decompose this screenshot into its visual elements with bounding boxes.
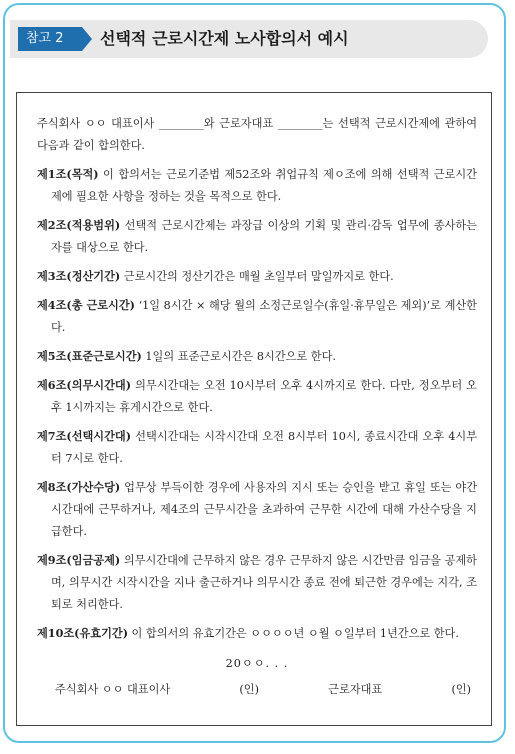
article-heading: 제4조(총 근로시간) <box>37 298 135 312</box>
article-5 <box>37 345 477 368</box>
article-heading: 제1조(목적) <box>37 167 99 181</box>
article-heading: 제6조(의무시간대) <box>37 378 132 392</box>
employer-signature-label: 주식회사 ㅇㅇ 대표이사 <box>55 683 171 696</box>
article-text: ‘1일 8시간 × 해당 월의 소정근로일수(휴일·휴무일은 제외)’로 계산한다. <box>51 299 477 334</box>
article-text: 1일의 표준근로시간은 8시간으로 한다. <box>141 350 336 363</box>
article-heading: 제5조(표준근로시간) <box>37 349 142 363</box>
article-heading: 제8조(가산수당) <box>37 480 121 494</box>
article-text: 근로시간의 정산기간은 매월 초일부터 말일까지로 한다. <box>120 270 394 283</box>
article-heading: 제9조(임금공제) <box>37 553 121 567</box>
article-4 <box>37 294 477 339</box>
article-text: 이 합의서는 근로기준법 제52조와 취업규칙 제ㅇ조에 의해 선택적 근로시간제에 필요한 사항을 정하는 것을 목적으로 한다. <box>51 168 477 203</box>
article-text: 이 합의서의 유효기간은 ㅇㅇㅇㅇ년 ㅇ월 ㅇ일부터 1년간으로 한다. <box>128 627 459 640</box>
article-10 <box>37 622 477 645</box>
article-3 <box>37 265 477 288</box>
article-heading: 제3조(정산기간) <box>37 269 121 283</box>
article-text: 선택시간대는 시작시간대 오전 8시부터 10시, 종료시간대 오후 4시부터 7시로 한다. <box>51 430 477 465</box>
article-7 <box>37 425 477 470</box>
article-text: 선택적 근로시간제는 과장급 이상의 기획 및 관리·감독 업무에 종사하는 자를 대상으로 한다. <box>51 219 477 254</box>
worker-rep-signature-label: 근로자대표 <box>328 683 383 696</box>
article-2 <box>37 214 477 259</box>
agreement-content <box>37 113 477 701</box>
page-title: 선택적 근로시간제 노사합의서 예시 <box>100 29 349 48</box>
worker-rep-seal: (인) <box>451 683 471 696</box>
article-heading: 제7조(선택시간대) <box>37 429 132 443</box>
employer-seal: (인) <box>239 683 259 696</box>
article-1 <box>37 163 477 208</box>
agreement-date: 20ㅇㅇ. . . <box>225 657 289 670</box>
article-text: 업무상 부득이한 경우에 사용자의 지시 또는 승인을 받고 휴일 또는 야간시간대에 근무하거나, 제4조의 근무시간을 초과하여 근무한 시간에 대해 가산수당을 지급한다. <box>51 481 477 538</box>
agreement-box <box>16 92 492 726</box>
article-text: 의무시간대에 근무하지 않은 경우 근무하지 않은 시간만큼 임금을 공제하며, 의무시간 시작시간을 지나 출근하거나 의무시간 종료 전에 퇴근한 경우에는 지각, 조퇴로 처리한다. <box>51 554 477 611</box>
article-8 <box>37 476 477 543</box>
section-header <box>10 20 495 60</box>
article-text: 의무시간대는 오전 10시부터 오후 4시까지로 한다. 다만, 정오부터 오후 1시까지는 휴게시간으로 한다. <box>51 379 477 414</box>
article-heading: 제10조(유효기간) <box>37 626 128 640</box>
article-heading: 제2조(적용범위) <box>37 218 121 232</box>
signature-line <box>37 679 477 701</box>
intro-paragraph: 주식회사 ㅇㅇ 대표이사 ________와 근로자대표 ________는 선택적 근로시간제에 관하여 다음과 같이 합의한다. <box>37 117 477 152</box>
reference-tag: 참고 2 <box>18 27 82 51</box>
article-9 <box>37 549 477 616</box>
article-6 <box>37 374 477 419</box>
